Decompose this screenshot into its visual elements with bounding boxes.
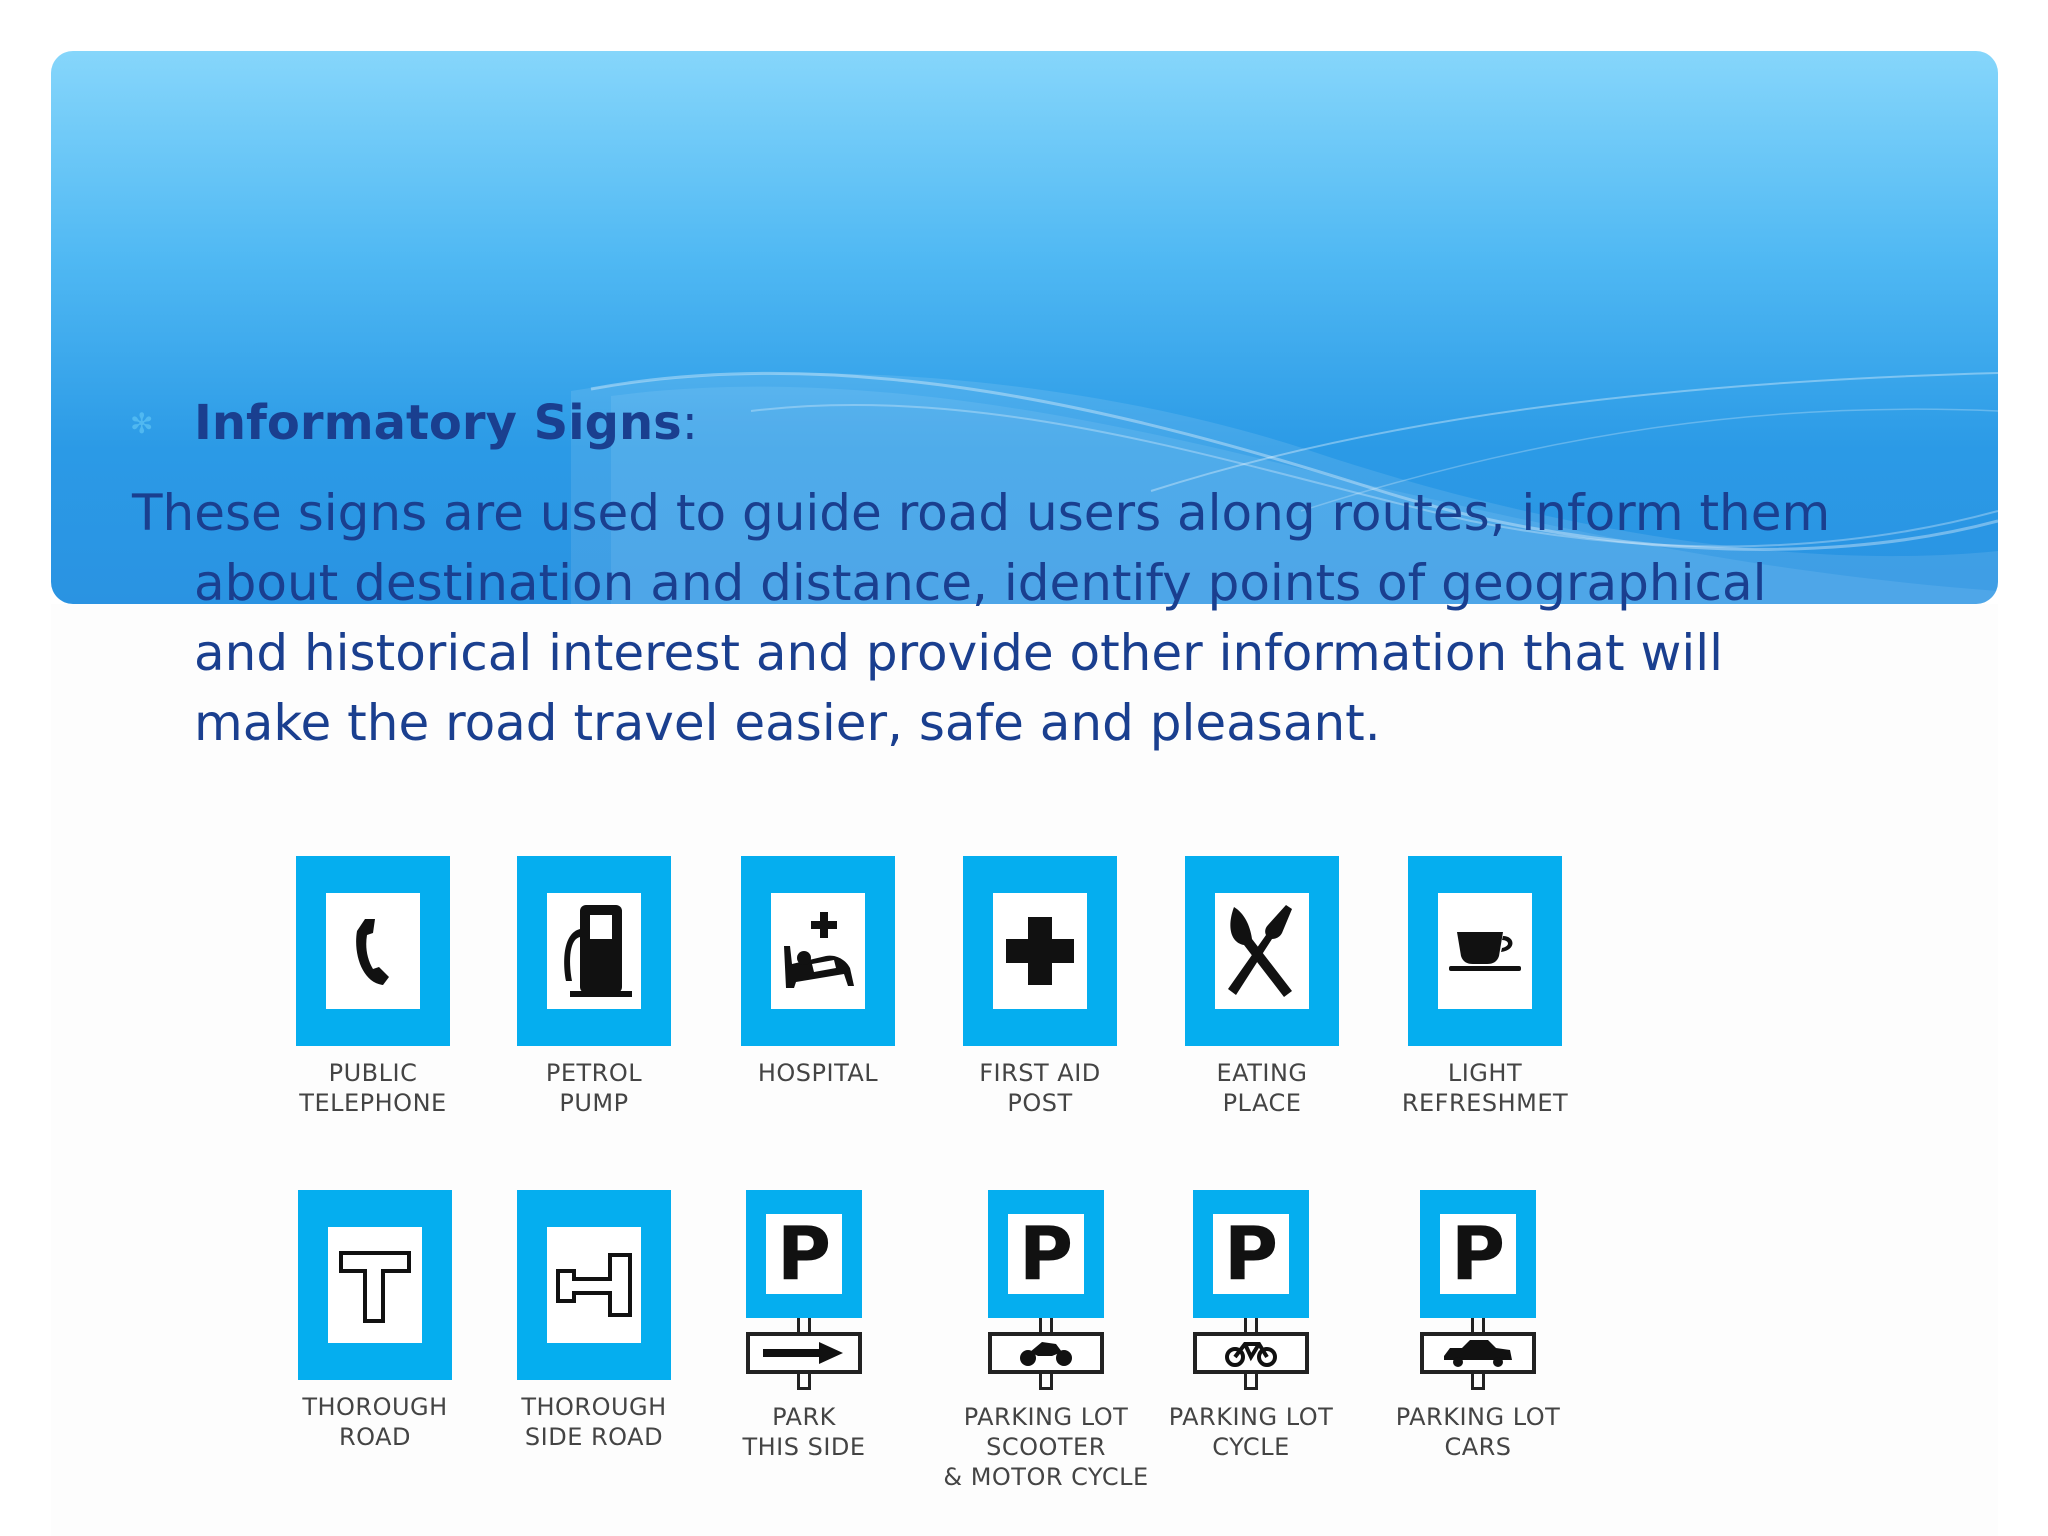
- sign-board: [517, 856, 671, 1046]
- sign-caption-line1: PARKING LOT: [1168, 1403, 1334, 1431]
- sign-caption-line1: PARK: [772, 1403, 836, 1431]
- paragraph-first-line: These signs are used to guide road users along routes, inform them: [132, 484, 1831, 542]
- parking-letter: P: [1008, 1214, 1084, 1294]
- sign-caption-line2: TELEPHONE: [299, 1089, 447, 1117]
- telephone-icon: [343, 911, 403, 991]
- sign-caption-line2: CARS: [1444, 1433, 1512, 1461]
- parking-letter: P: [766, 1214, 842, 1294]
- parking-letter: P: [1213, 1214, 1289, 1294]
- sign-caption-line2: REFRESHMET: [1401, 1089, 1569, 1117]
- sign-caption-line1: HOSPITAL: [757, 1059, 879, 1087]
- sign-parking-cycle: [1136, 1190, 1366, 1462]
- arrow-right-icon: [759, 1340, 849, 1366]
- sign-caption-line1: PARKING LOT SCOOTER: [963, 1403, 1129, 1461]
- sub-plate: [746, 1332, 862, 1374]
- sign-caption-line2: ROAD: [338, 1423, 412, 1451]
- sign-park-this-side: [689, 1190, 919, 1462]
- section-heading: Informatory Signs: [194, 395, 682, 451]
- sub-plate: [1193, 1332, 1309, 1374]
- car-icon: [1440, 1338, 1516, 1368]
- sign-board: [741, 856, 895, 1046]
- bullet-icon: ✻: [130, 406, 154, 440]
- cross-icon: [1002, 913, 1078, 989]
- sign-caption-line2: PLACE: [1222, 1089, 1302, 1117]
- heading-line: [130, 395, 698, 451]
- motorcycle-icon: [1016, 1338, 1076, 1368]
- sign-eating-place: [1147, 856, 1377, 1118]
- t-junction-icon: [335, 1243, 415, 1327]
- fork-knife-icon: [1222, 899, 1302, 1003]
- sign-caption-line1: LIGHT: [1447, 1059, 1523, 1087]
- sign-board: [298, 1190, 452, 1380]
- side-road-icon: [552, 1245, 636, 1325]
- fuel-pump-icon: [554, 899, 634, 1003]
- sign-board: [517, 1190, 671, 1380]
- sign-caption-line1: PETROL: [545, 1059, 643, 1087]
- sign-caption-line1: PUBLIC: [328, 1059, 418, 1087]
- hospital-bed-icon: [776, 906, 860, 996]
- sign-board: [296, 856, 450, 1046]
- sign-caption-line1: THOROUGH: [302, 1393, 448, 1421]
- sign-thorough-road: [260, 1190, 490, 1452]
- sign-first-aid-post: [925, 856, 1155, 1118]
- sign-caption-line1: THOROUGH: [521, 1393, 667, 1421]
- heading-colon: :: [681, 395, 698, 451]
- sign-caption-line1: PARKING LOT: [1395, 1403, 1561, 1431]
- sign-board: [1193, 1190, 1309, 1318]
- sign-board: [988, 1190, 1104, 1318]
- cup-icon: [1445, 926, 1525, 976]
- sign-caption-line2: PUMP: [559, 1089, 629, 1117]
- sign-hospital: [703, 856, 933, 1088]
- sign-parking-cars: [1363, 1190, 1593, 1462]
- sign-caption-line1: FIRST AID: [979, 1059, 1101, 1087]
- sign-thorough-side-road: [479, 1190, 709, 1452]
- sign-caption-line2: POST: [1007, 1089, 1073, 1117]
- sign-caption-line1: EATING: [1216, 1059, 1308, 1087]
- sign-board: [1420, 1190, 1536, 1318]
- sign-petrol-pump: [479, 856, 709, 1118]
- paragraph-continuation: about destination and distance, identify points of geographical and historical interest and provide other information that will make the road travel easier, safe and pleasant.: [194, 554, 1767, 752]
- sign-board: [963, 856, 1117, 1046]
- sign-caption-line2: & MOTOR CYCLE: [943, 1463, 1149, 1491]
- sign-caption-line2: CYCLE: [1212, 1433, 1290, 1461]
- sign-board: [746, 1190, 862, 1318]
- sign-caption-line2: THIS SIDE: [742, 1433, 866, 1461]
- sign-light-refreshment: [1370, 856, 1600, 1118]
- sub-plate: [988, 1332, 1104, 1374]
- parking-letter: P: [1440, 1214, 1516, 1294]
- sign-public-telephone: [258, 856, 488, 1118]
- sign-board: [1185, 856, 1339, 1046]
- sub-plate: [1420, 1332, 1536, 1374]
- description-paragraph: [132, 478, 1854, 758]
- sign-board: [1408, 856, 1562, 1046]
- sign-caption-line2: SIDE ROAD: [524, 1423, 664, 1451]
- bicycle-icon: [1221, 1338, 1281, 1368]
